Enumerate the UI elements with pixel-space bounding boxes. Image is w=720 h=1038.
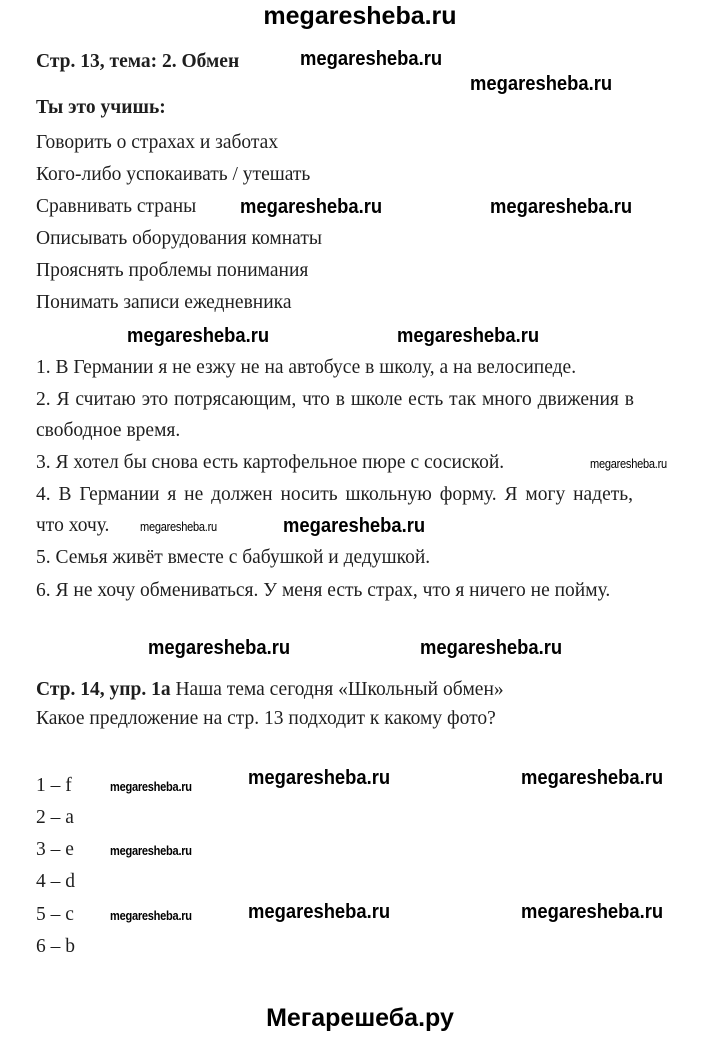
answer: 2 – a xyxy=(36,807,74,828)
watermark: megaresheba.ru xyxy=(470,73,613,95)
section2-heading-rest: Наша тема сегодня «Школьный обмен» xyxy=(170,679,504,700)
list-item: Говорить о страхах и заботах xyxy=(36,132,279,153)
question: Какое предложение на стр. 13 подходит к какому фото? xyxy=(36,708,496,729)
section-subheading: Ты это учишь: xyxy=(36,97,166,118)
section2-heading xyxy=(36,678,504,702)
watermark: megaresheba.ru xyxy=(300,48,443,70)
watermark: megaresheba.ru xyxy=(110,843,192,858)
watermark: megaresheba.ru xyxy=(127,325,270,347)
watermark: megaresheba.ru xyxy=(283,515,426,537)
watermark: megaresheba.ru xyxy=(240,196,383,218)
answer: 5 – c xyxy=(36,904,74,925)
section2-heading-bold: Стр. 14, упр. 1a xyxy=(36,679,171,700)
watermark: megaresheba.ru xyxy=(521,901,664,923)
answer: 6 – b xyxy=(36,936,75,957)
site-header: megaresheba.ru xyxy=(263,2,457,30)
sentence: 6. Я не хочу обмениваться. У меня есть страх, что я ничего не пойму. xyxy=(36,580,611,601)
sentence: 5. Семья живёт вместе с бабушкой и дедушкой. xyxy=(36,547,431,568)
watermark: megaresheba.ru xyxy=(248,767,391,789)
watermark: megaresheba.ru xyxy=(420,637,563,659)
sentence: что хочу. xyxy=(36,515,110,536)
watermark: megaresheba.ru xyxy=(140,519,217,534)
sentence: 2. Я считаю это потрясающим, что в школе есть так много движения в xyxy=(36,389,634,410)
watermark: megaresheba.ru xyxy=(490,196,633,218)
list-item: Сравнивать страны xyxy=(36,196,197,217)
sentence: 1. В Германии я не езжу не на автобусе в школу, а на велосипеде. xyxy=(36,357,577,378)
section-heading: Стр. 13, тема: 2. Обмен xyxy=(36,51,240,72)
watermark: megaresheba.ru xyxy=(590,456,667,471)
list-item: Кого-либо успокаивать / утешать xyxy=(36,164,311,185)
list-item: Прояснять проблемы понимания xyxy=(36,260,309,281)
watermark: megaresheba.ru xyxy=(110,908,192,923)
sentence: 4. В Германии я не должен носить школьную форму. Я могу надеть, xyxy=(36,484,634,505)
sentence: свободное время. xyxy=(36,420,181,441)
answer: 3 – e xyxy=(36,839,74,860)
answer: 4 – d xyxy=(36,871,75,892)
watermark: megaresheba.ru xyxy=(248,901,391,923)
watermark: megaresheba.ru xyxy=(521,767,664,789)
watermark: megaresheba.ru xyxy=(110,779,192,794)
site-footer: Мегарешеба.ру xyxy=(266,1004,454,1032)
list-item: Понимать записи ежедневника xyxy=(36,292,292,313)
sentence: 3. Я хотел бы снова есть картофельное пюре с сосиской. xyxy=(36,452,505,473)
watermark: megaresheba.ru xyxy=(148,637,291,659)
answer: 1 – f xyxy=(36,775,72,796)
watermark: megaresheba.ru xyxy=(397,325,540,347)
list-item: Описывать оборудования комнаты xyxy=(36,228,322,249)
